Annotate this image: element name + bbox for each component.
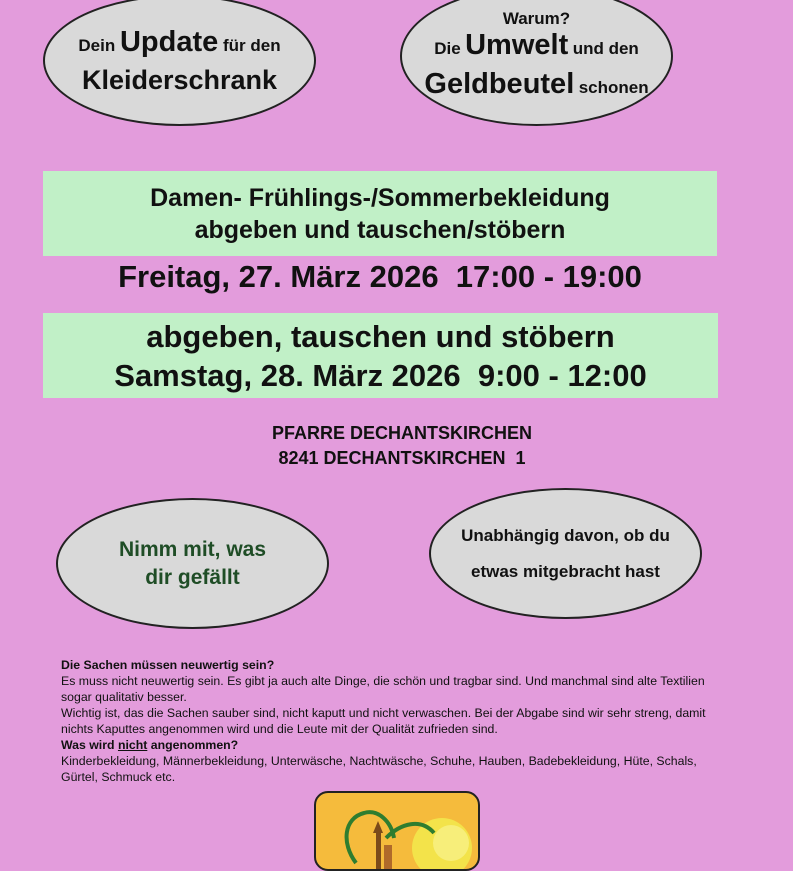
info-text	[61, 657, 731, 785]
address	[0, 421, 793, 471]
bar1-line2: abgeben und tauschen/stöbern	[194, 215, 566, 244]
info-paragraph-2: Wichtig ist, das die Sachen sauber sind, nicht kaputt und nicht verwaschen. Bei der Abgabe sind wir sehr streng, damit nichts Kaputtes angenommen wird und die Leute mit der Qualität zufrieden sind.	[61, 706, 706, 736]
update-line2: Kleiderschrank	[81, 64, 278, 95]
bar2-line1: abgeben, tauschen und stöbern	[146, 318, 615, 354]
warum-big1: Umwelt	[465, 29, 569, 61]
unabh-line2: etwas mitgebracht hast	[471, 561, 660, 581]
q2-post: angenommen?	[147, 738, 239, 752]
unabh-line1: Unabhängig davon, ob du	[461, 525, 670, 545]
warum-top: Warum?	[502, 9, 571, 28]
update-pre: Dein	[78, 35, 116, 55]
bubble-nimm	[56, 498, 329, 629]
info-question-1: Die Sachen müssen neuwertig sein?	[61, 658, 275, 672]
warum-post2: schonen	[578, 78, 649, 97]
bubble-warum	[400, 0, 673, 126]
q2-underlined: nicht	[117, 738, 148, 752]
bar-samstag	[43, 313, 718, 398]
bar2-line2: Samstag, 28. März 2026 9:00 - 12:00	[114, 357, 647, 393]
nimm-line2: dir gefällt	[145, 565, 240, 589]
bar-damen	[43, 171, 717, 256]
update-post: für den	[223, 35, 281, 55]
warum-pre: Die	[434, 39, 461, 58]
info-paragraph-1: Es muss nicht neuwertig sein. Es gibt ja auch alte Dinge, die schön und tragbar sind. Und manchmal sind alte Textilien sogar qualitativ besser.	[61, 674, 705, 704]
bar1-line1: Damen- Frühlings-/Sommerbekleidung	[150, 183, 610, 212]
info-paragraph-3: Kinderbekleidung, Männerbekleidung, Unterwäsche, Nachtwäsche, Schuhe, Hauben, Badebekleidung, Hüte, Schals, Gürtel, Schmuck etc.	[61, 754, 697, 784]
bubble-update	[43, 0, 316, 126]
bubble-unabhaengig	[429, 488, 702, 619]
friday-date: Freitag, 27. März 2026 17:00 - 19:00	[118, 259, 642, 294]
info-question-2	[61, 737, 731, 753]
update-big: Update	[119, 25, 219, 58]
logo-graphic-icon	[316, 793, 480, 871]
address-line2: 8241 DECHANTSKIRCHEN 1	[278, 448, 526, 468]
nimm-line1: Nimm mit, was	[118, 537, 267, 561]
address-line1: PFARRE DECHANTSKIRCHEN	[271, 423, 532, 443]
warum-big2: Geldbeutel	[424, 68, 575, 100]
warum-post1: und den	[572, 39, 639, 58]
logo	[314, 791, 480, 871]
q2-pre: Was wird	[61, 738, 118, 752]
